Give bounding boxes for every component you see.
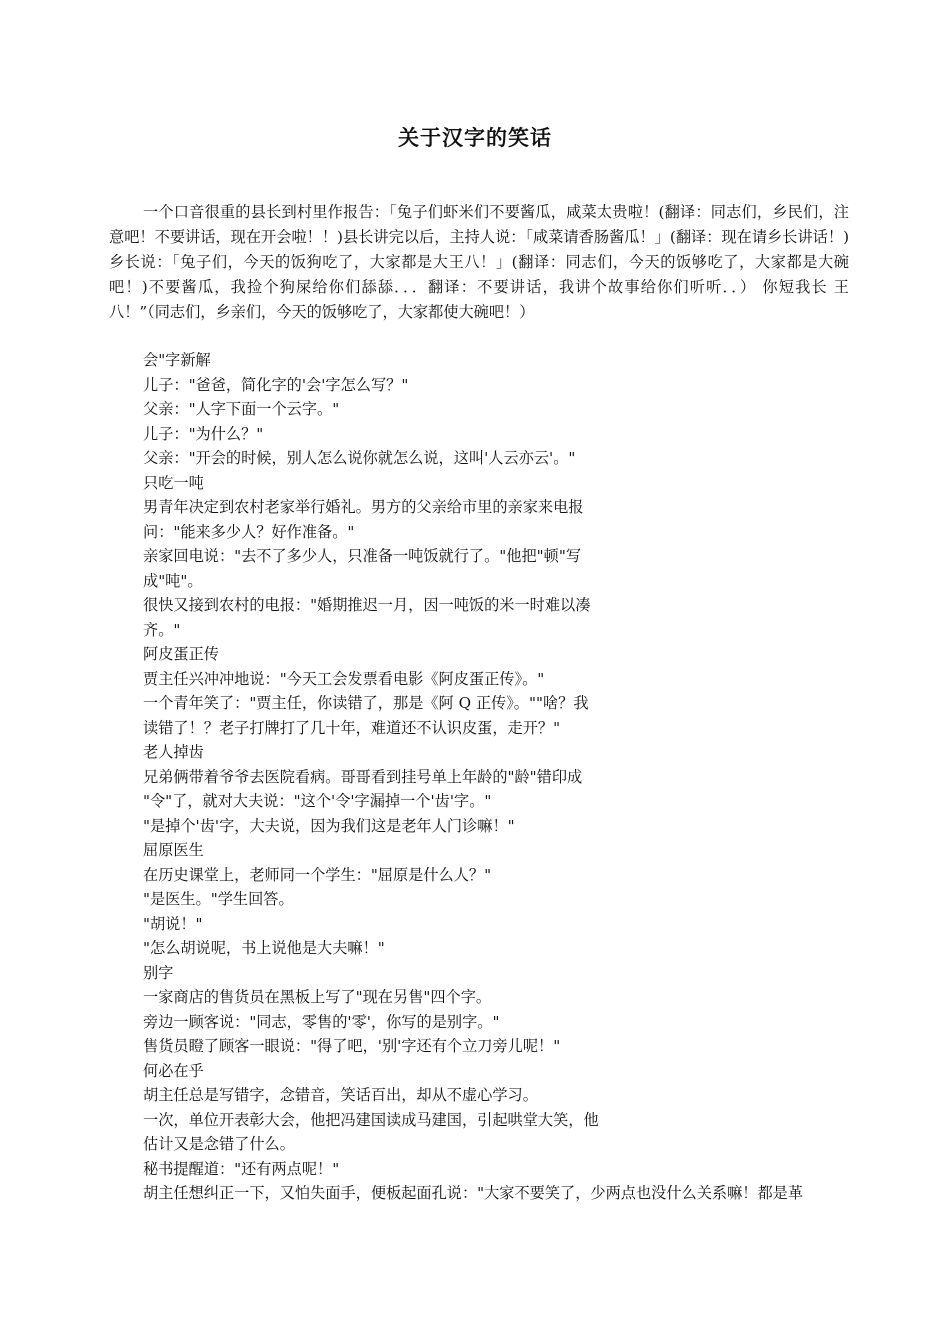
text-line: 读错了！？老子打牌打了几十年，难道还不认识皮蛋，走开？" bbox=[143, 718, 561, 737]
intro-paragraph: 一个口音很重的县长到村里作报告：「兔子们虾米们不要酱瓜，咸菜太贵啦！(翻译：同志们，乡民们，注意吧！不要讲话，现在开会啦！！)县长讲完以后，主持人说：「咸菜请香肠酱瓜！」(翻译：现在请乡长讲话！)乡长说：「兔子们，今天的饭狗吃了，大家都是大王八！」(翻译：同志们，今天的饭够吃了，大家都是大碗吧！)不要酱瓜，我捡个狗屎给你们舔舔．．．翻译：不要讲话，我讲个故事给你们听听．．） 你短我长 王八！”（同志们，乡亲们，今天的饭够吃了，大家都使大碗吧！） bbox=[109, 203, 849, 321]
text-line: 一次，单位开表彰大会，他把冯建国读成马建国，引起哄堂大笑，他 bbox=[143, 1110, 599, 1129]
text-line: 成"吨"。 bbox=[143, 571, 203, 590]
text-line: 秘书提醒道："还有两点呢！" bbox=[143, 1159, 340, 1178]
joke-lines bbox=[143, 348, 853, 1206]
text-line: 老人掉齿 bbox=[143, 743, 204, 761]
text-line: "怎么胡说呢，书上说他是大夫嘛！" bbox=[143, 939, 385, 957]
text-line: 齐。" bbox=[143, 620, 181, 639]
text-line: 只吃一吨 bbox=[143, 473, 204, 492]
text-line: 何必在乎 bbox=[143, 1061, 204, 1080]
text-line: 屈原医生 bbox=[143, 841, 204, 859]
text-line: 会"字新解 bbox=[143, 351, 211, 369]
text-line: 亲家回电说："去不了多少人，只准备一吨饭就行了。"他把"顿"写 bbox=[143, 547, 582, 565]
text-line: "是掉个'齿'字，大夫说，因为我们这是老年人门诊嘛！" bbox=[143, 816, 515, 835]
text-line: 父亲："人字下面一个云字。" bbox=[143, 400, 340, 418]
text-line: 胡主任总是写错字，念错音，笑话百出，却从不虚心学习。 bbox=[143, 1086, 538, 1104]
text-line: 父亲："开会的时候，别人怎么说你就怎么说，这叫'人云亦云'。" bbox=[143, 449, 576, 467]
text-line: 很快又接到农村的电报："婚期推迟一月，因一吨饭的米一时难以凑 bbox=[143, 596, 591, 614]
text-line: 估计又是念错了什么。 bbox=[143, 1135, 295, 1153]
text-line: 阿皮蛋正传 bbox=[143, 645, 219, 663]
text-line: "令"了，就对大夫说："这个'令'字漏掉一个'齿'字。" bbox=[143, 792, 492, 810]
text-line: 贾主任兴冲冲地说："今天工会发票看电影《阿皮蛋正传》。" bbox=[143, 669, 545, 688]
text-line: 一家商店的售货员在黑板上写了"现在另售"四个字。 bbox=[143, 988, 492, 1006]
text-line: 兄弟俩带着爷爷去医院看病。哥哥看到挂号单上年龄的"龄"错印成 bbox=[143, 767, 583, 786]
text-line: 别字 bbox=[143, 963, 174, 982]
text-line: 问："能来多少人？好作准备。" bbox=[143, 522, 355, 541]
text-line: 售货员瞪了顾客一眼说："得了吧，'别'字还有个立刀旁儿呢！" bbox=[143, 1037, 561, 1055]
text-line: 儿子："爸爸，简化字的'会'字怎么写？" bbox=[143, 375, 409, 394]
text-line: 一个青年笑了："贾主任，你读错了，那是《阿 Q 正传》。""啥？我 bbox=[143, 694, 589, 712]
text-line: 旁边一顾客说："同志，零售的'零'，你写的是别字。" bbox=[143, 1012, 500, 1031]
text-line: "胡说！" bbox=[143, 914, 203, 933]
document-title: 关于汉字的笑话 bbox=[398, 125, 552, 150]
text-line: 儿子："为什么？" bbox=[143, 424, 264, 443]
text-line: "是医生。"学生回答。 bbox=[143, 890, 294, 908]
text-line: 男青年决定到农村老家举行婚礼。男方的父亲给市里的亲家来电报 bbox=[143, 498, 584, 516]
text-line: 在历史课堂上，老师同一个学生："屈原是什么人？" bbox=[143, 865, 492, 884]
text-line: 胡主任想纠正一下，又怕失面手，便板起面孔说："大家不要笑了，少两点也没什么关系嘛！都是革 bbox=[143, 1184, 804, 1202]
